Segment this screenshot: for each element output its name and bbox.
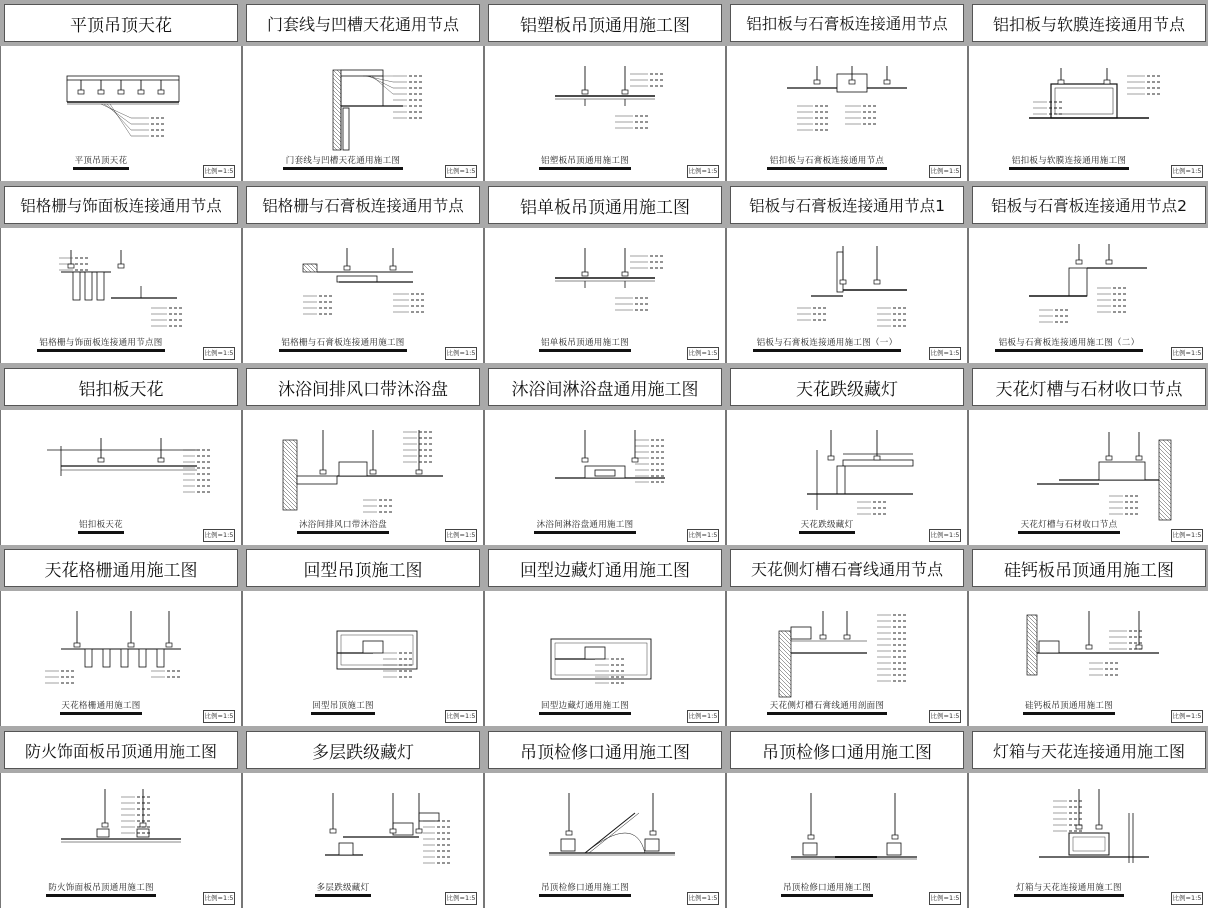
drawing-card[interactable] bbox=[0, 0, 242, 181]
caption-underline bbox=[283, 167, 403, 170]
card-title: 防火饰面板吊顶通用施工图 bbox=[4, 731, 238, 769]
drawing-panel bbox=[0, 410, 242, 545]
drawing-panel bbox=[0, 228, 242, 363]
drawing-panel bbox=[484, 228, 726, 363]
scale-label: 比例=1:5 bbox=[929, 165, 961, 178]
caption-underline bbox=[767, 712, 887, 715]
drawing-card[interactable] bbox=[0, 727, 242, 908]
scale-label: 比例=1:5 bbox=[445, 529, 477, 542]
drawing-panel bbox=[0, 773, 242, 908]
scale-label: 比例=1:5 bbox=[929, 347, 961, 360]
scale-label: 比例=1:5 bbox=[687, 710, 719, 723]
drawing-panel bbox=[968, 46, 1208, 181]
card-title: 铝扣板与软膜连接通用节点 bbox=[972, 4, 1206, 42]
caption-underline bbox=[995, 349, 1142, 352]
drawing-caption: 铝扣板天花 bbox=[78, 520, 123, 530]
caption-underline bbox=[1009, 167, 1129, 170]
drawing-card[interactable] bbox=[242, 545, 484, 726]
drawing-card[interactable] bbox=[726, 182, 968, 363]
card-title: 铝单板吊顶通用施工图 bbox=[488, 186, 722, 224]
drawing-card[interactable] bbox=[726, 545, 968, 726]
drawing-panel bbox=[968, 228, 1208, 363]
scale-label: 比例=1:5 bbox=[1171, 892, 1203, 905]
drawing-panel bbox=[0, 46, 242, 181]
drawing-caption: 天花侧灯槽石膏线通用剖面图 bbox=[769, 701, 885, 711]
card-title: 平顶吊顶天花 bbox=[4, 4, 238, 42]
card-title: 天花格栅通用施工图 bbox=[4, 549, 238, 587]
drawing-card[interactable] bbox=[968, 545, 1208, 726]
scale-label: 比例=1:5 bbox=[1171, 165, 1203, 178]
caption-underline bbox=[297, 531, 389, 534]
caption-underline bbox=[46, 894, 156, 897]
drawing-caption: 铝格栅与石膏板连接通用施工图 bbox=[281, 338, 405, 348]
drawing-card[interactable] bbox=[242, 0, 484, 181]
card-title: 铝格栅与石膏板连接通用节点 bbox=[246, 186, 480, 224]
drawing-caption: 铝扣板与石膏板连接通用节点 bbox=[769, 156, 885, 166]
drawing-card[interactable] bbox=[242, 727, 484, 908]
drawing-caption: 铝格栅与饰面板连接通用节点图 bbox=[39, 338, 163, 348]
scale-label: 比例=1:5 bbox=[203, 892, 235, 905]
caption-underline bbox=[534, 531, 635, 534]
drawing-card[interactable] bbox=[726, 0, 968, 181]
caption-underline bbox=[539, 167, 631, 170]
scale-label: 比例=1:5 bbox=[929, 529, 961, 542]
caption-underline bbox=[73, 167, 128, 170]
drawing-caption: 回型边藏灯通用施工图 bbox=[540, 701, 629, 711]
caption-underline bbox=[1014, 894, 1124, 897]
drawing-card[interactable] bbox=[242, 364, 484, 545]
scale-label: 比例=1:5 bbox=[445, 710, 477, 723]
caption-underline bbox=[539, 894, 631, 897]
card-title: 铝板与石膏板连接通用节点2 bbox=[972, 186, 1206, 224]
drawing-caption: 天花跌级藏灯 bbox=[800, 520, 854, 530]
drawing-caption: 沐浴间排风口带沐浴盘 bbox=[298, 520, 387, 530]
caption-underline bbox=[78, 531, 124, 534]
scale-label: 比例=1:5 bbox=[203, 347, 235, 360]
drawing-caption: 硅钙板吊顶通用施工图 bbox=[1024, 701, 1113, 711]
card-title: 回型吊顶施工图 bbox=[246, 549, 480, 587]
drawing-card[interactable] bbox=[484, 364, 726, 545]
drawing-panel bbox=[242, 591, 484, 726]
drawing-card[interactable] bbox=[484, 545, 726, 726]
scale-label: 比例=1:5 bbox=[445, 347, 477, 360]
drawing-caption: 吊顶检修口通用施工图 bbox=[782, 883, 871, 893]
card-title: 吊顶检修口通用施工图 bbox=[730, 731, 964, 769]
caption-underline bbox=[311, 712, 375, 715]
drawing-card[interactable] bbox=[726, 364, 968, 545]
drawing-caption: 门套线与凹槽天花通用施工图 bbox=[285, 156, 401, 166]
card-title: 铝扣板天花 bbox=[4, 368, 238, 406]
caption-underline bbox=[279, 349, 408, 352]
caption-underline bbox=[1023, 712, 1115, 715]
drawing-panel bbox=[484, 410, 726, 545]
drawing-caption: 天花格栅通用施工图 bbox=[61, 701, 141, 711]
card-title: 灯箱与天花连接通用施工图 bbox=[972, 731, 1206, 769]
drawing-caption: 灯箱与天花连接通用施工图 bbox=[1016, 883, 1122, 893]
drawing-panel bbox=[242, 228, 484, 363]
drawing-caption: 多层跌级藏灯 bbox=[316, 883, 370, 893]
scale-label: 比例=1:5 bbox=[929, 710, 961, 723]
drawing-panel bbox=[726, 773, 968, 908]
caption-underline bbox=[767, 167, 887, 170]
card-title: 铝格栅与饰面板连接通用节点 bbox=[4, 186, 238, 224]
card-title: 铝扣板与石膏板连接通用节点 bbox=[730, 4, 964, 42]
scale-label: 比例=1:5 bbox=[203, 529, 235, 542]
drawing-card[interactable] bbox=[484, 182, 726, 363]
card-title: 门套线与凹槽天花通用节点 bbox=[246, 4, 480, 42]
drawing-card[interactable] bbox=[0, 182, 242, 363]
card-title: 天花灯槽与石材收口节点 bbox=[972, 368, 1206, 406]
card-title: 铝板与石膏板连接通用节点1 bbox=[730, 186, 964, 224]
drawing-caption: 铝板与石膏板连接通用施工图（二） bbox=[998, 338, 1140, 348]
card-title: 吊顶检修口通用施工图 bbox=[488, 731, 722, 769]
caption-underline bbox=[539, 349, 631, 352]
drawing-panel bbox=[484, 591, 726, 726]
drawing-panel bbox=[0, 591, 242, 726]
drawing-card[interactable] bbox=[242, 182, 484, 363]
drawing-caption: 铝单板吊顶通用施工图 bbox=[540, 338, 629, 348]
card-title: 天花跌级藏灯 bbox=[730, 368, 964, 406]
card-title: 多层跌级藏灯 bbox=[246, 731, 480, 769]
drawing-card[interactable] bbox=[0, 545, 242, 726]
scale-label: 比例=1:5 bbox=[203, 710, 235, 723]
drawing-card[interactable] bbox=[0, 364, 242, 545]
scale-label: 比例=1:5 bbox=[445, 892, 477, 905]
drawing-panel bbox=[484, 773, 726, 908]
drawing-panel bbox=[242, 773, 484, 908]
card-title: 天花侧灯槽石膏线通用节点 bbox=[730, 549, 964, 587]
card-title: 沐浴间排风口带沐浴盘 bbox=[246, 368, 480, 406]
drawing-panel bbox=[968, 591, 1208, 726]
drawing-caption: 铝塑板吊顶通用施工图 bbox=[540, 156, 629, 166]
card-title: 铝塑板吊顶通用施工图 bbox=[488, 4, 722, 42]
drawing-card[interactable] bbox=[484, 0, 726, 181]
drawing-caption: 回型吊顶施工图 bbox=[312, 701, 374, 711]
drawing-card[interactable] bbox=[484, 727, 726, 908]
drawing-panel bbox=[968, 410, 1208, 545]
drawing-caption: 吊顶检修口通用施工图 bbox=[540, 883, 629, 893]
scale-label: 比例=1:5 bbox=[929, 892, 961, 905]
drawing-caption: 铝扣板与软膜连接通用施工图 bbox=[1011, 156, 1127, 166]
drawing-card[interactable] bbox=[968, 182, 1208, 363]
scale-label: 比例=1:5 bbox=[445, 165, 477, 178]
caption-underline bbox=[1018, 531, 1119, 534]
caption-underline bbox=[781, 894, 873, 897]
drawing-caption: 平顶吊顶天花 bbox=[74, 156, 128, 166]
caption-underline bbox=[315, 894, 370, 897]
caption-underline bbox=[37, 349, 166, 352]
scale-label: 比例=1:5 bbox=[687, 347, 719, 360]
drawing-card[interactable] bbox=[968, 364, 1208, 545]
scale-label: 比例=1:5 bbox=[1171, 529, 1203, 542]
scale-label: 比例=1:5 bbox=[687, 165, 719, 178]
card-title: 硅钙板吊顶通用施工图 bbox=[972, 549, 1206, 587]
caption-underline bbox=[753, 349, 900, 352]
drawing-card[interactable] bbox=[968, 0, 1208, 181]
card-title: 沐浴间淋浴盘通用施工图 bbox=[488, 368, 722, 406]
drawing-panel bbox=[726, 591, 968, 726]
drawing-caption: 天花灯槽与石材收口节点 bbox=[1020, 520, 1118, 530]
drawing-caption: 沐浴间淋浴盘通用施工图 bbox=[536, 520, 634, 530]
scale-label: 比例=1:5 bbox=[203, 165, 235, 178]
drawing-panel bbox=[726, 410, 968, 545]
drawing-card[interactable] bbox=[726, 727, 968, 908]
drawing-panel bbox=[242, 410, 484, 545]
drawing-panel bbox=[726, 46, 968, 181]
scale-label: 比例=1:5 bbox=[1171, 347, 1203, 360]
drawing-card[interactable] bbox=[968, 727, 1208, 908]
drawing-panel bbox=[242, 46, 484, 181]
drawing-panel bbox=[726, 228, 968, 363]
scale-label: 比例=1:5 bbox=[687, 892, 719, 905]
drawing-caption: 铝板与石膏板连接通用施工图（一） bbox=[756, 338, 898, 348]
caption-underline bbox=[60, 712, 143, 715]
caption-underline bbox=[539, 712, 631, 715]
card-title: 回型边藏灯通用施工图 bbox=[488, 549, 722, 587]
drawing-panel bbox=[484, 46, 726, 181]
caption-underline bbox=[799, 531, 854, 534]
drawing-caption: 防火饰面板吊顶通用施工图 bbox=[48, 883, 154, 893]
scale-label: 比例=1:5 bbox=[1171, 710, 1203, 723]
scale-label: 比例=1:5 bbox=[687, 529, 719, 542]
drawing-panel bbox=[968, 773, 1208, 908]
